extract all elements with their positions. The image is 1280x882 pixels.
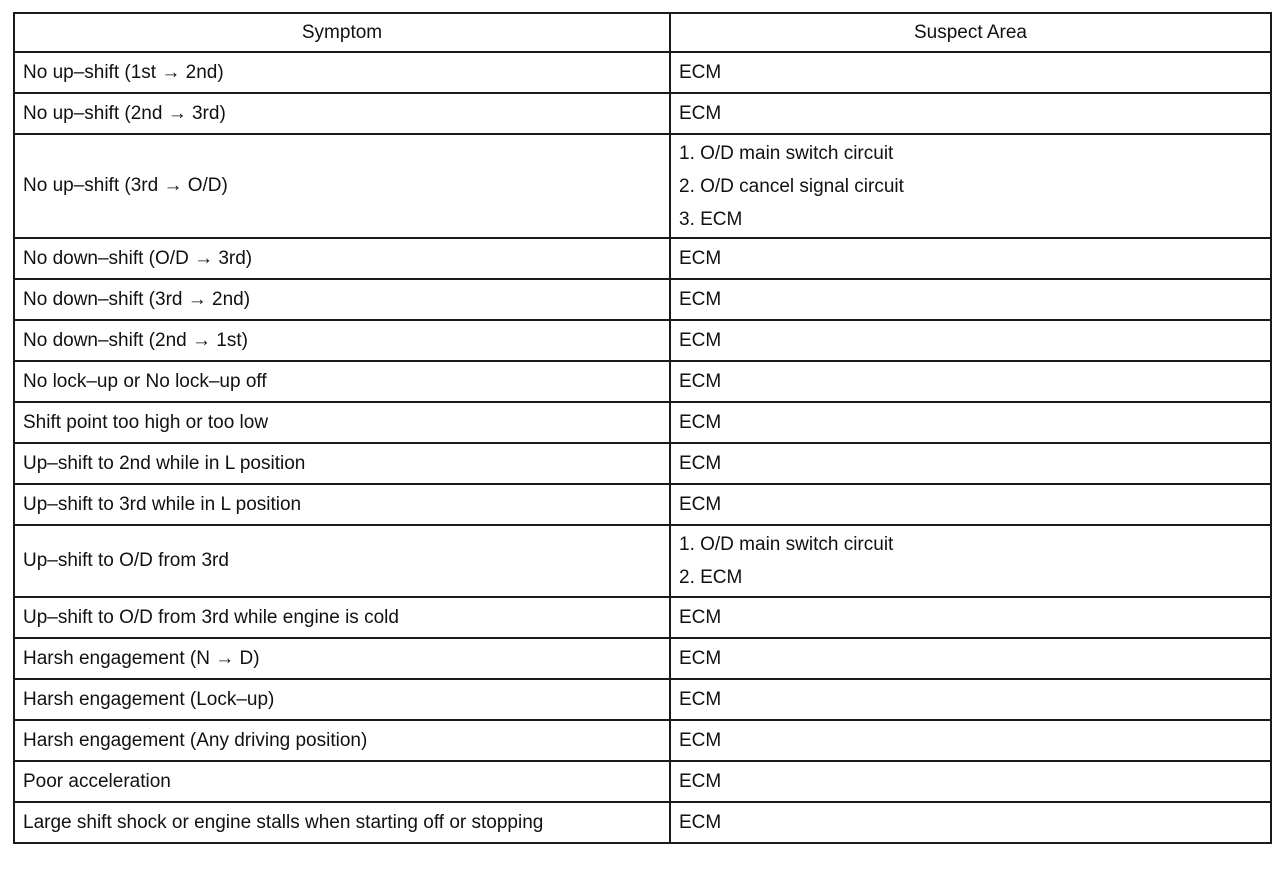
suspect-item: 1. O/D main switch circuit [679,142,894,164]
suspect-item: 2. O/D cancel signal circuit [679,175,904,197]
suspect-cell [670,93,1271,134]
suspect-cell [670,525,1271,597]
table-row [14,761,1271,802]
suspect-item: 2. ECM [679,567,743,588]
symptom-cell: Harsh engagement (N → D) [14,638,670,679]
table-row [14,134,1271,238]
table-row [14,720,1271,761]
suspect-cell [670,52,1271,93]
symptom-cell: Up–shift to O/D from 3rd [14,525,670,597]
suspect-item: ECM [679,62,722,83]
table-row [14,93,1271,134]
table-row [14,52,1271,93]
symptom-cell: No down–shift (O/D → 3rd) [14,238,670,279]
suspect-item: ECM [679,330,722,351]
header-symptom: Symptom [14,13,670,52]
suspect-cell [670,679,1271,720]
symptom-cell: Harsh engagement (Any driving position) [14,720,670,761]
symptom-cell: Poor acceleration [14,761,670,802]
suspect-item: ECM [679,648,722,669]
symptom-cell: No up–shift (2nd → 3rd) [14,93,670,134]
suspect-cell [670,484,1271,525]
symptom-cell: No up–shift (1st → 2nd) [14,52,670,93]
symptom-cell: No down–shift (2nd → 1st) [14,320,670,361]
suspect-item: ECM [679,689,722,710]
suspect-item: ECM [679,771,722,792]
header-suspect-area: Suspect Area [670,13,1271,52]
suspect-item: 3. ECM [679,208,743,230]
suspect-cell [670,443,1271,484]
suspect-item: ECM [679,103,722,124]
suspect-cell [670,238,1271,279]
suspect-item: ECM [679,730,722,751]
table-row [14,679,1271,720]
symptom-cell: Up–shift to 3rd while in L position [14,484,670,525]
symptom-table [13,12,1272,844]
symptom-cell: No down–shift (3rd → 2nd) [14,279,670,320]
suspect-item: ECM [679,453,722,474]
suspect-cell [670,279,1271,320]
table-row [14,238,1271,279]
header-row [14,13,1271,52]
suspect-item: ECM [679,412,722,433]
table-row [14,361,1271,402]
suspect-item: ECM [679,289,722,310]
suspect-item: ECM [679,812,722,833]
symptom-cell: Up–shift to O/D from 3rd while engine is cold [14,597,670,638]
symptom-cell: No lock–up or No lock–up off [14,361,670,402]
symptom-cell: Harsh engagement (Lock–up) [14,679,670,720]
suspect-cell [670,638,1271,679]
symptom-cell: Large shift shock or engine stalls when starting off or stopping [14,802,670,843]
suspect-cell [670,402,1271,443]
table-row [14,320,1271,361]
symptom-cell: Shift point too high or too low [14,402,670,443]
suspect-cell [670,597,1271,638]
suspect-item: ECM [679,607,722,628]
suspect-item: ECM [679,248,722,269]
suspect-cell [670,802,1271,843]
suspect-item: ECM [679,494,722,515]
suspect-cell [670,361,1271,402]
suspect-cell [670,761,1271,802]
table-row [14,525,1271,597]
suspect-item: ECM [679,371,722,392]
symptom-cell: Up–shift to 2nd while in L position [14,443,670,484]
table-row [14,802,1271,843]
suspect-item: 1. O/D main switch circuit [679,534,894,555]
symptom-cell: No up–shift (3rd → O/D) [14,134,670,238]
suspect-cell [670,134,1271,238]
table-row [14,443,1271,484]
table-row [14,279,1271,320]
suspect-cell [670,720,1271,761]
table-row [14,638,1271,679]
suspect-cell [670,320,1271,361]
table-row [14,597,1271,638]
table-row [14,484,1271,525]
table-row [14,402,1271,443]
